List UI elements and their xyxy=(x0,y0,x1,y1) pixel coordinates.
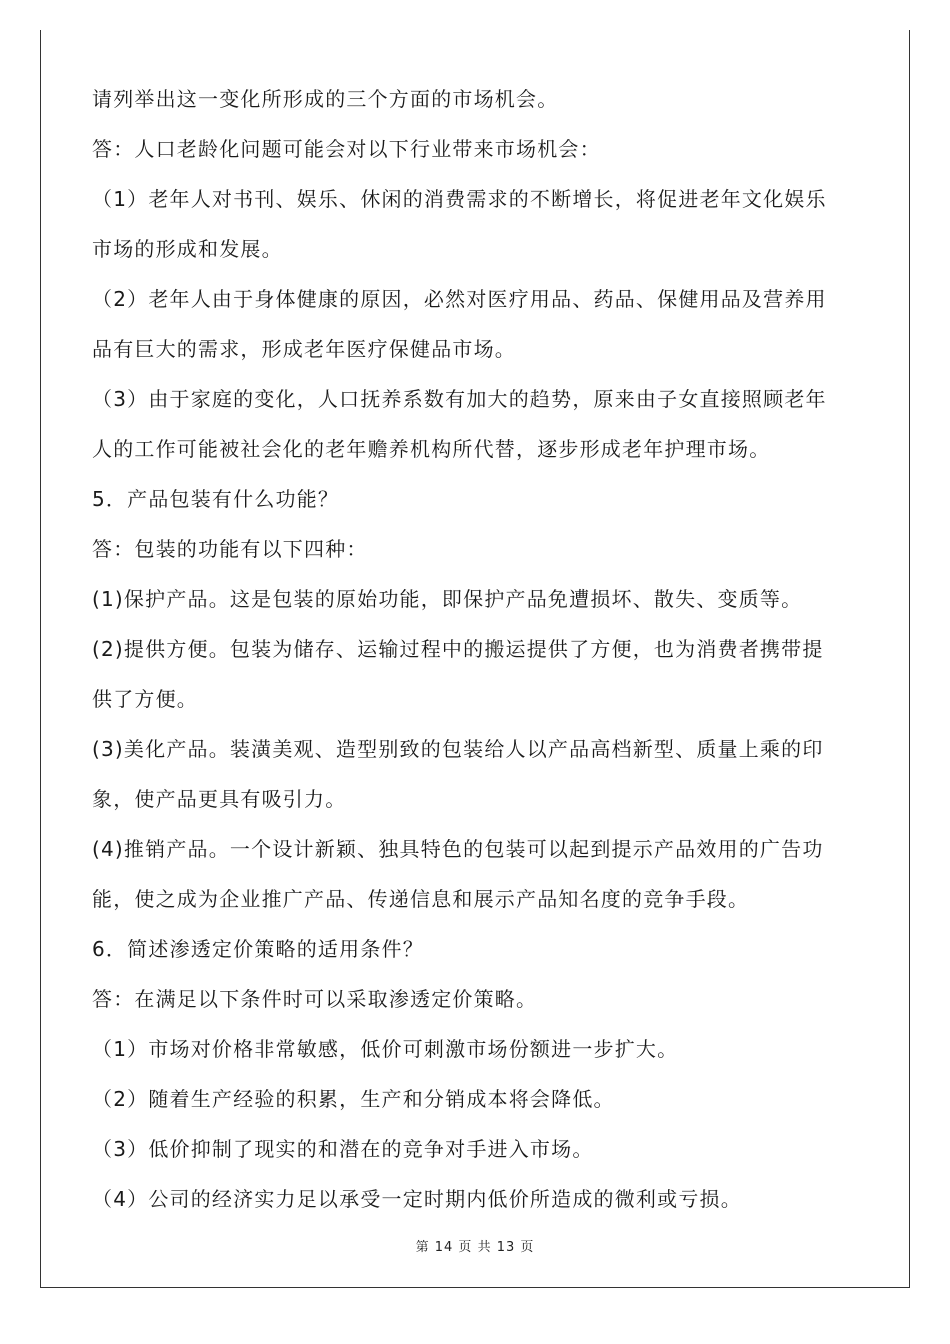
question-heading: 5．产品包装有什么功能？ xyxy=(92,487,340,511)
page-footer: 第 14 页 共 13 页 xyxy=(415,1240,535,1255)
document-body xyxy=(92,74,872,1224)
text-line: 能，使之成为企业推广产品、传递信息和展示产品知名度的竞争手段。 xyxy=(92,887,750,911)
text-line: 答：在满足以下条件时可以采取渗透定价策略。 xyxy=(92,987,538,1011)
text-line: (1)保护产品。这是包装的原始功能，即保护产品免遭损坏、散失、变质等。 xyxy=(92,587,803,611)
text-line: （2）老年人由于身体健康的原因，必然对医疗用品、药品、保健用品及营养用 xyxy=(92,287,827,311)
text-line: 答：包装的功能有以下四种： xyxy=(92,537,368,561)
text-line: （1）市场对价格非常敏感，低价可刺激市场份额进一步扩大。 xyxy=(92,1037,679,1061)
text-line: （3）低价抑制了现实的和潜在的竞争对手进入市场。 xyxy=(92,1137,594,1161)
text-line: （2）随着生产经验的积累，生产和分销成本将会降低。 xyxy=(92,1087,615,1111)
text-line: （1）老年人对书刊、娱乐、休闲的消费需求的不断增长，将促进老年文化娱乐 xyxy=(92,187,827,211)
question-heading: 6．简述渗透定价策略的适用条件？ xyxy=(92,937,424,961)
text-line: 品有巨大的需求，形成老年医疗保健品市场。 xyxy=(92,337,516,361)
text-line: （4）公司的经济实力足以承受一定时期内低价所造成的微利或亏损。 xyxy=(92,1187,742,1211)
text-line: 市场的形成和发展。 xyxy=(92,237,283,261)
text-line: 请列举出这一变化所形成的三个方面的市场机会。 xyxy=(92,87,559,111)
text-line: 供了方便。 xyxy=(92,687,198,711)
text-line: 人的工作可能被社会化的老年赡养机构所代替，逐步形成老年护理市场。 xyxy=(92,437,771,461)
text-line: 象，使产品更具有吸引力。 xyxy=(92,787,347,811)
text-line: 答：人口老龄化问题可能会对以下行业带来市场机会： xyxy=(92,137,601,161)
text-line: (2)提供方便。包装为储存、运输过程中的搬运提供了方便，也为消费者携带提 xyxy=(92,637,824,661)
text-line: （3）由于家庭的变化，人口抚养系数有加大的趋势，原来由子女直接照顾老年 xyxy=(92,387,827,411)
text-line: (4)推销产品。一个设计新颖、独具特色的包装可以起到提示产品效用的广告功 xyxy=(92,837,824,861)
text-line: (3)美化产品。装潢美观、造型别致的包装给人以产品高档新型、质量上乘的印 xyxy=(92,737,824,761)
